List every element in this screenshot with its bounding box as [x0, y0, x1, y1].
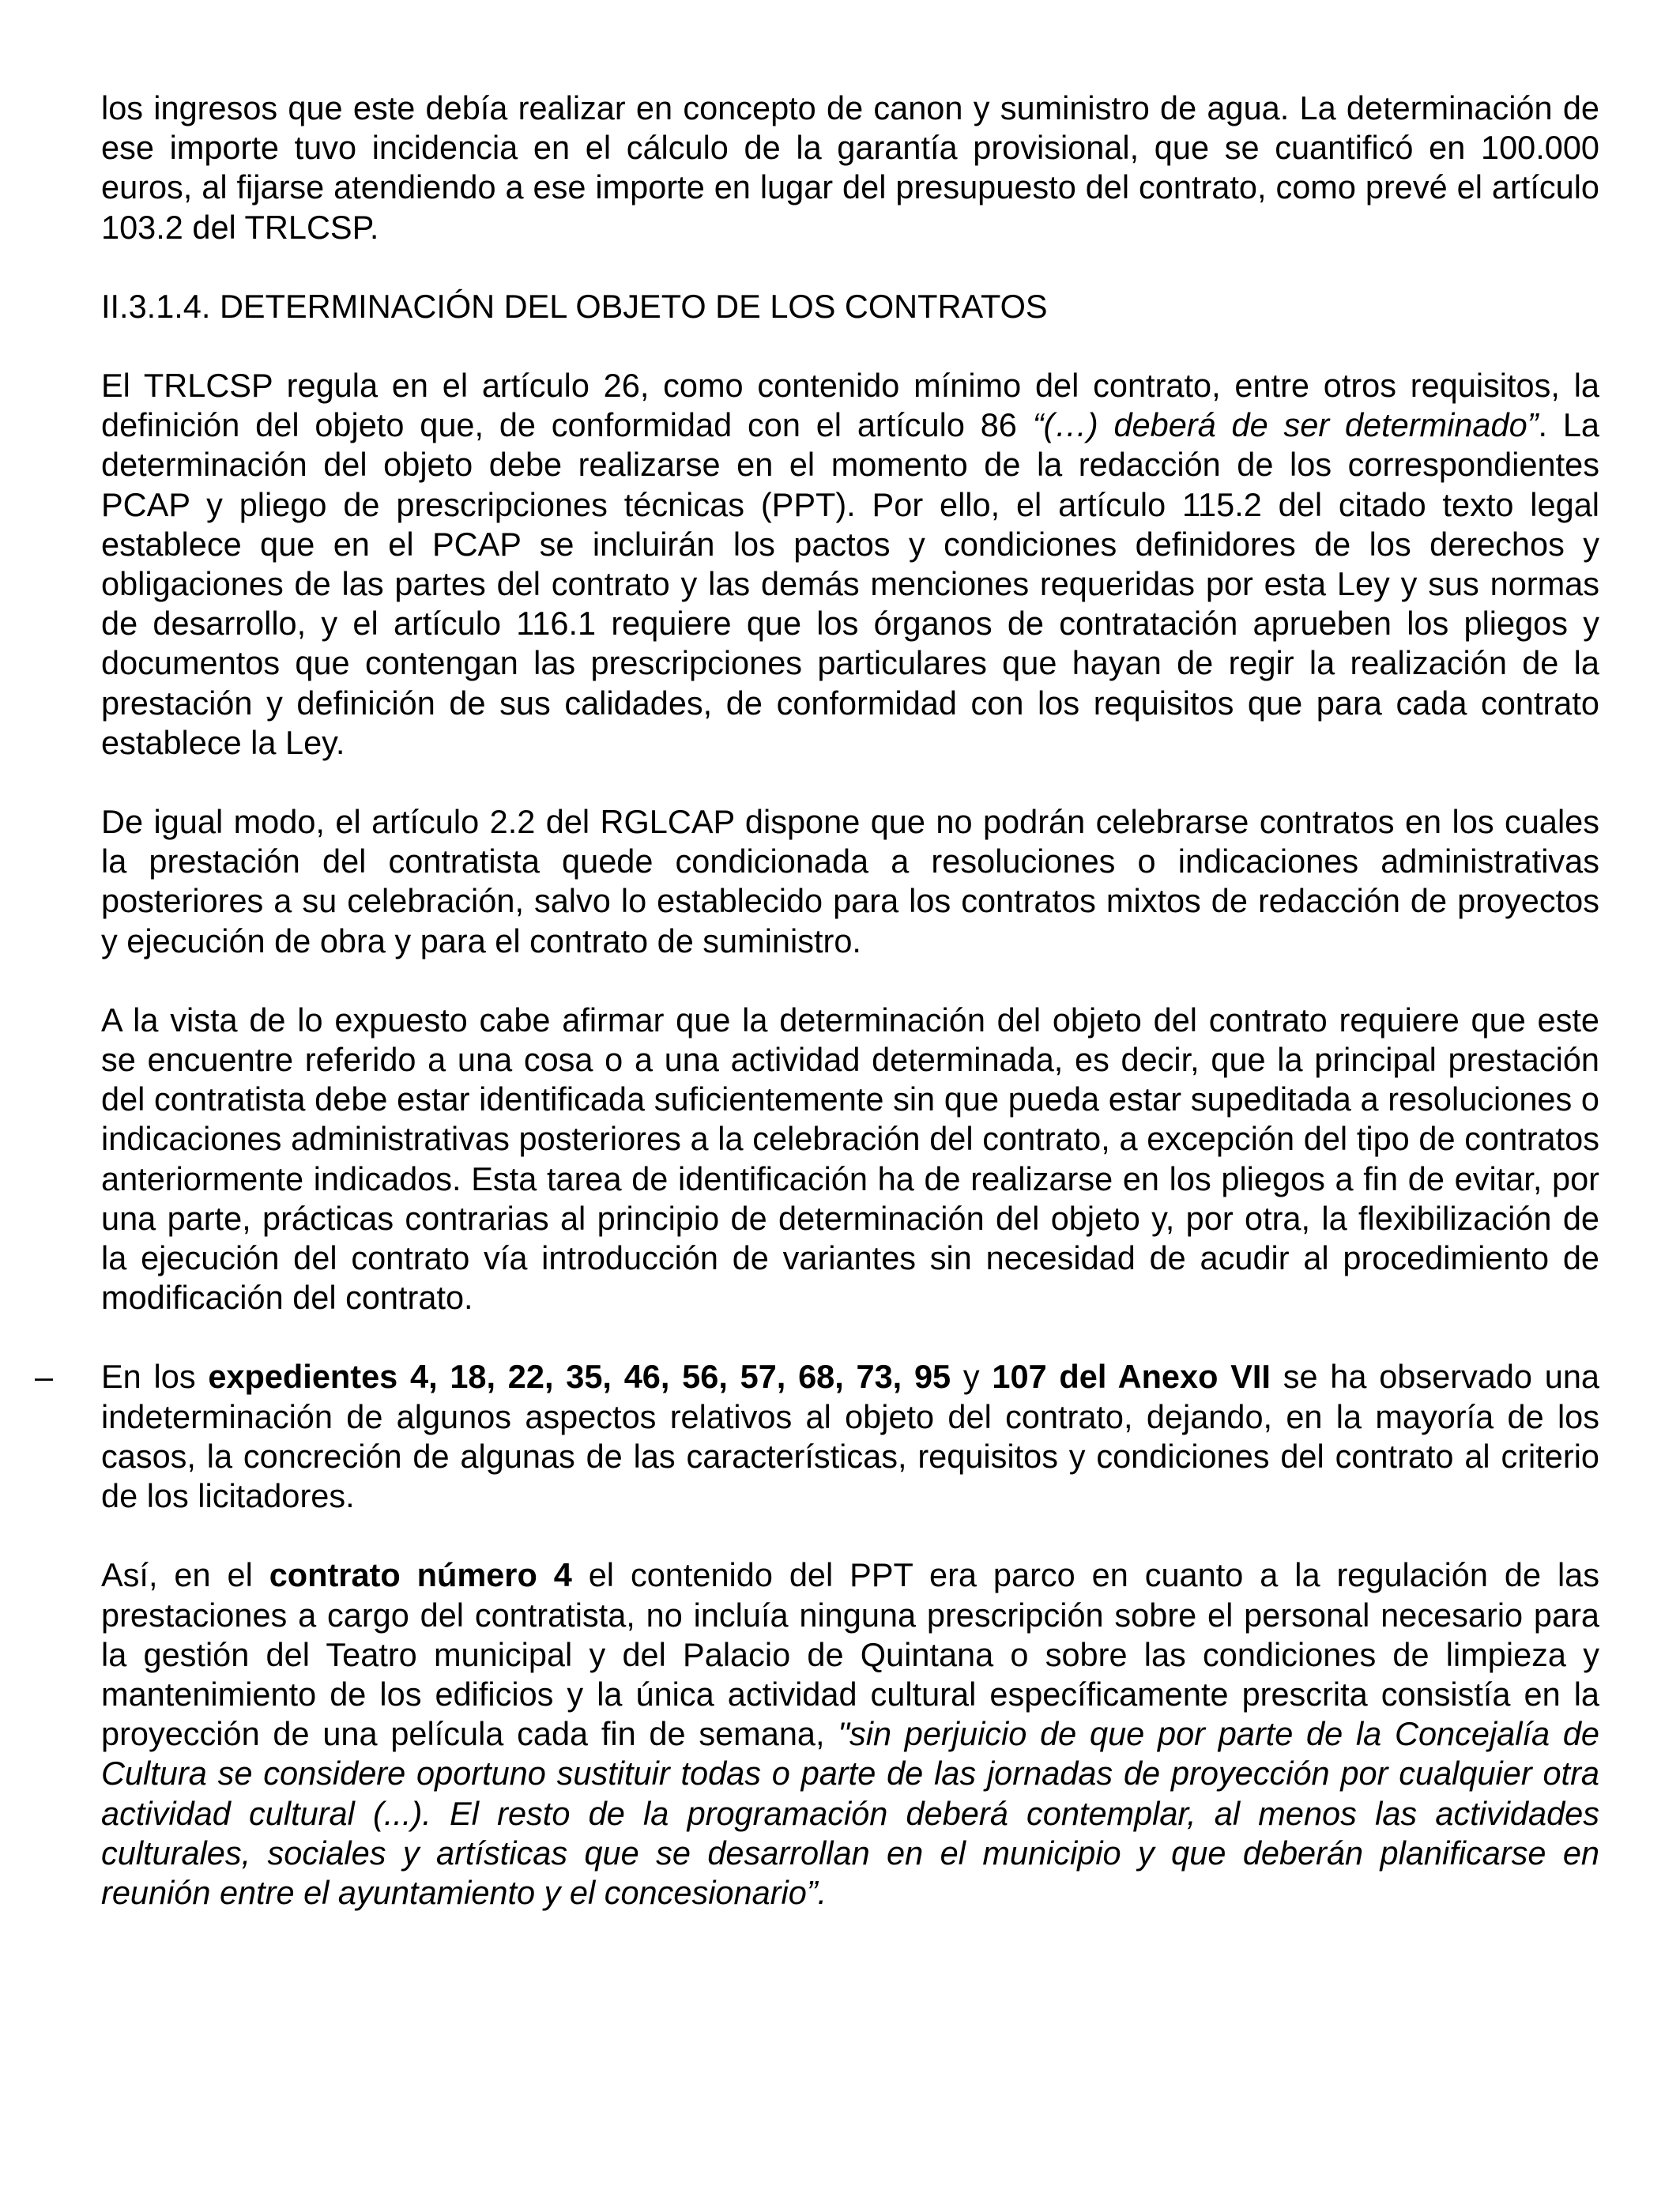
document-page [35, 89, 1600, 1913]
paragraph-contrato-4-quote: "sin perjuicio de que por parte de la Concejalía de Cultura se considere oportuno sustituir todas o parte de las jornadas de proyección por cualquier otra actividad cultural (...). El resto de la programación deberá contemplar, al menos las actividades culturales, sociales y artísticas que se desarrollan en el municipio y que deberán planificarse en reunión entre el ayuntamiento y el concesionario”. [101, 1715, 1599, 1911]
list-item-text-c: se ha observado una indeterminación de algunos aspectos relativos al objeto del contrato, dejando, en la mayoría de los casos, la concreción de algunas de las características, requisitos y condiciones del contrato al criterio de los licitadores. [101, 1358, 1600, 1515]
list-item-text [101, 1357, 1599, 1516]
list-item-expedientes: expedientes 4, 18, 22, 35, 46, 56, 57, 68, 73, 95 [208, 1358, 951, 1396]
list-item-text-a: En los [101, 1358, 209, 1396]
paragraph-contrato-4-text-a: Así, en el [101, 1556, 269, 1594]
list-dash: – [35, 1358, 54, 1396]
paragraph-canon: los ingresos que este debía realizar en concepto de canon y suministro de agua. La determinación de ese importe tuvo incidencia en el cálculo de la garantía provisional, que se cuantificó en 100.000 euros, al fijarse atendiendo a ese importe en lugar del presupuesto del contrato, como prevé el artículo 103.2 del TRLCSP. [101, 89, 1599, 246]
list-item [35, 1357, 1600, 1516]
paragraph-contrato-4-text-b: el contenido del PPT era parco en cuanto a la regulación de las prestaciones a cargo del contratista, no incluía ninguna prescripción sobre el personal necesario para la gestión del Teatro municipal y del Palacio de Quintana o sobre las condiciones de limpieza y mantenimiento de los edificios y la única actividad cultural específicamente prescrita consistía en la proyección de una película cada fin de semana, [101, 1556, 1599, 1753]
paragraph-conclusion: A la vista de lo expuesto cabe afirmar que la determinación del objeto del contrato requiere que este se encuentre referido a una cosa o a una actividad determinada, es decir, que la principal prestación del contratista debe estar identificada suficientemente sin que pueda estar supeditada a resoluciones o indicaciones administrativas posteriores a la celebración del contrato, a excepción del tipo de contratos anteriormente indicados. Esta tarea de identificación ha de realizarse en los pliegos a fin de evitar, por una parte, prácticas contrarias al principio de determinación del objeto y, por otra, la flexibilización de la ejecución del contrato vía introducción de variantes sin necesidad de acudir al procedimiento de modificación del contrato. [101, 1001, 1599, 1317]
section-heading: II.3.1.4. DETERMINACIÓN DEL OBJETO DE LOS CONTRATOS [101, 287, 1048, 325]
paragraph-contrato-4-bold: contrato número 4 [269, 1556, 572, 1594]
paragraph-trlcsp-text-b: . La determinación del objeto debe realizarse en el momento de la redacción de los correspondientes PCAP y pliego de prescripciones técnicas (PPT). Por ello, el artículo 115.2 del citado texto legal establece que en el PCAP se incluirán los pactos y condiciones definidores de los derechos y obligaciones de las partes del contrato y las demás menciones requeridas por esta Ley y sus normas de desarrollo, y el artículo 116.1 requiere que los órganos de contratación aprueben los pliegos y documentos que contengan las prescripciones particulares que hayan de regir la realización de la prestación y definición de sus calidades, de conformidad con los requisitos que para cada contrato establece la Ley. [101, 406, 1599, 761]
list-item-text-b: y [951, 1358, 993, 1396]
paragraph-contrato-4 [101, 1555, 1599, 1913]
paragraph-trlcsp-text-a: El TRLCSP regula en el artículo 26, como contenido mínimo del contrato, entre otros requisitos, la definición del objeto que, de conformidad con el artículo 86 [101, 367, 1599, 444]
paragraph-rglcap: De igual modo, el artículo 2.2 del RGLCAP dispone que no podrán celebrarse contratos en los cuales la prestación del contratista quede condicionada a resoluciones o indicaciones administrativas posteriores a su celebración, salvo lo establecido para los contratos mixtos de redacción de proyectos y ejecución de obra y para el contrato de suministro. [101, 803, 1599, 959]
list-item-anexo: 107 del Anexo VII [992, 1358, 1271, 1396]
paragraph-trlcsp [101, 366, 1599, 763]
paragraph-trlcsp-quote: “(…) deberá de ser determinado” [1032, 406, 1539, 444]
